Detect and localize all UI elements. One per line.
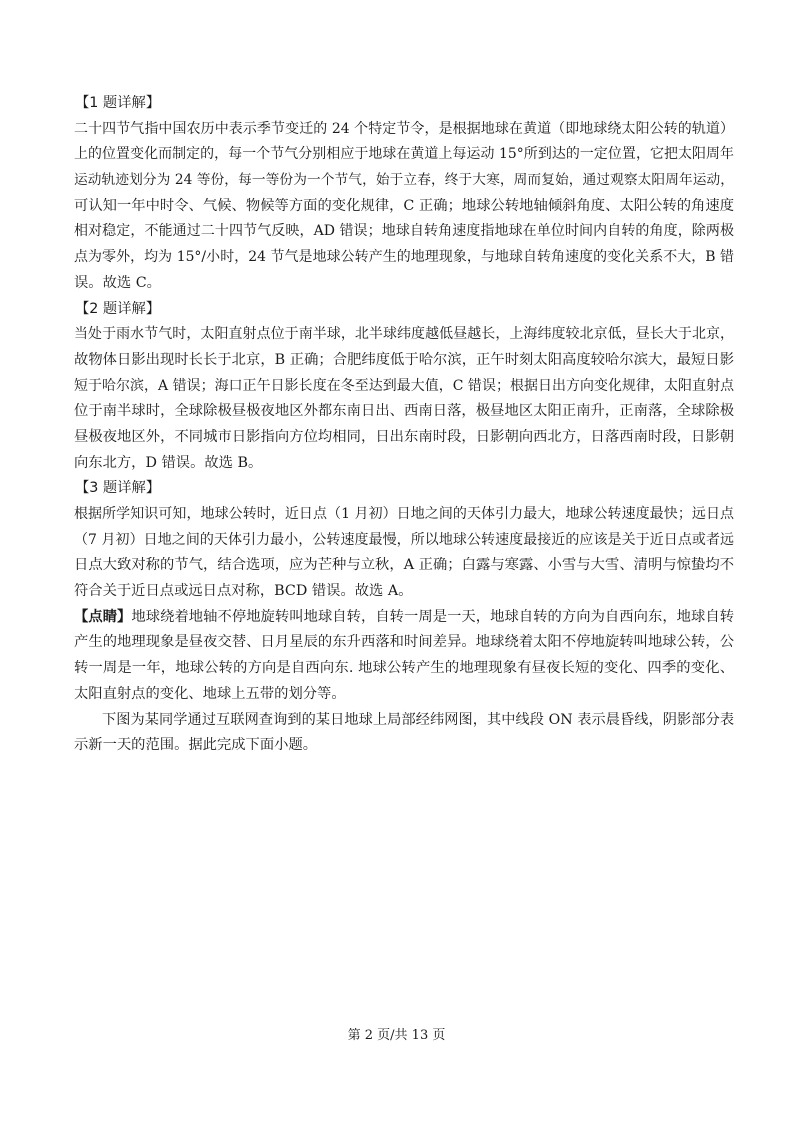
- tip-text: 地球绕着地轴不停地旋转叫地球自转，自转一周是一天，地球自转的方向为自西向东，地球自转: [131, 608, 735, 625]
- q2-line: 当处于雨水节气时，太阳直射点位于南半球，北半球纬度越低昼越长，上海纬度较北京低，昼长大于北京，: [74, 326, 734, 343]
- q1-line: 二十四节气指中国农历中表示季节变迁的 24 个特定节令，是根据地球在黄道（即地球绕太阳公转的轨道）: [74, 120, 734, 137]
- intro-line: 示新一天的范围。据此完成下面小题。: [74, 737, 318, 754]
- intro-line: 下图为某同学通过互联网查询到的某日地球上局部经纬网图，其中线段 ON 表示晨昏线，阴影部分表: [102, 711, 734, 728]
- q1-line: 相对稳定，不能通过二十四节气反映，AD 错误；地球自转角速度指地球在单位时间内自转的角度，除两极: [74, 223, 734, 240]
- tip-line: 转一周是一年，地球公转的方向是自西向东. 地球公转产生的地理现象有昼夜长短的变化、四季的变化、: [74, 660, 734, 677]
- tip-line: 产生的地理现象是昼夜交替、日月星辰的东升西落和时间差异。地球绕着太阳不停地旋转叫地球公转，公: [74, 634, 734, 651]
- tip-first-line: [74, 605, 734, 631]
- tip-line: 太阳直射点的变化、地球上五带的划分等。: [74, 685, 346, 702]
- q2-line: 位于南半球时，全球除极昼极夜地区外都东南日出、西南日落，极昼地区太阳正南升，正南落，全球除极: [74, 403, 734, 420]
- q2-line: 向东北方，D 错误。故选 B。: [74, 454, 263, 471]
- q1-line: 点为零外，均为 15°/小时，24 节气是地球公转产生的地理现象，与地球自转角速度的变化关系不大，B 错: [74, 249, 734, 266]
- document-body: [74, 91, 734, 759]
- page-footer: 第 2 页/共 13 页: [347, 1028, 446, 1043]
- q2-heading: 【2 题详解】: [75, 300, 161, 317]
- q1-line: 上的位置变化而制定的，每一个节气分别相应于地球在黄道上每运动 15°所到达的一定位置，它把太阳周年: [74, 146, 734, 163]
- q3-line: （7 月初）日地之间的天体引力最小，公转速度最慢，所以地球公转速度最接近的应该是关于近日点或者远: [74, 531, 734, 548]
- q2-line: 故物体日影出现时长长于北京，B 正确；合肥纬度低于哈尔滨，正午时刻太阳高度较哈尔滨大，最短日影: [74, 351, 734, 368]
- q1-line: 误。故选 C。: [74, 274, 161, 291]
- q2-line: 短于哈尔滨，A 错误；海口正午日影长度在冬至达到最大值，C 错误；根据日出方向变化规律，太阳直射点: [74, 377, 734, 394]
- q2-line: 昼极夜地区外，不同城市日影指向方位均相同，日出东南时段，日影朝向西北方，日落西南时段，日影朝: [74, 428, 734, 445]
- q3-line: 日点大致对称的节气，结合选项，应为芒种与立秋，A 正确；白露与寒露、小雪与大雪、清明与惊蛰均不: [74, 557, 734, 574]
- q3-line: 根据所学知识可知，地球公转时，近日点（1 月初）日地之间的天体引力最大，地球公转速度最快；远日点: [74, 506, 734, 522]
- q1-line: 可认知一年中时令、气候、物候等方面的变化规律，C 正确；地球公转地轴倾斜角度、太阳公转的角速度: [74, 197, 734, 214]
- q3-line: 符合关于近日点或远日点对称，BCD 错误。故选 A。: [74, 583, 413, 600]
- q1-line: 运动轨迹划分为 24 等份，每一等份为一个节气，始于立春，终于大寒，周而复始，通过观察太阳周年运动，: [74, 172, 734, 189]
- q3-heading: 【3 题详解】: [75, 480, 161, 497]
- q1-heading: 【1 题详解】: [75, 95, 161, 111]
- tip-label: 【点睛】: [74, 608, 132, 625]
